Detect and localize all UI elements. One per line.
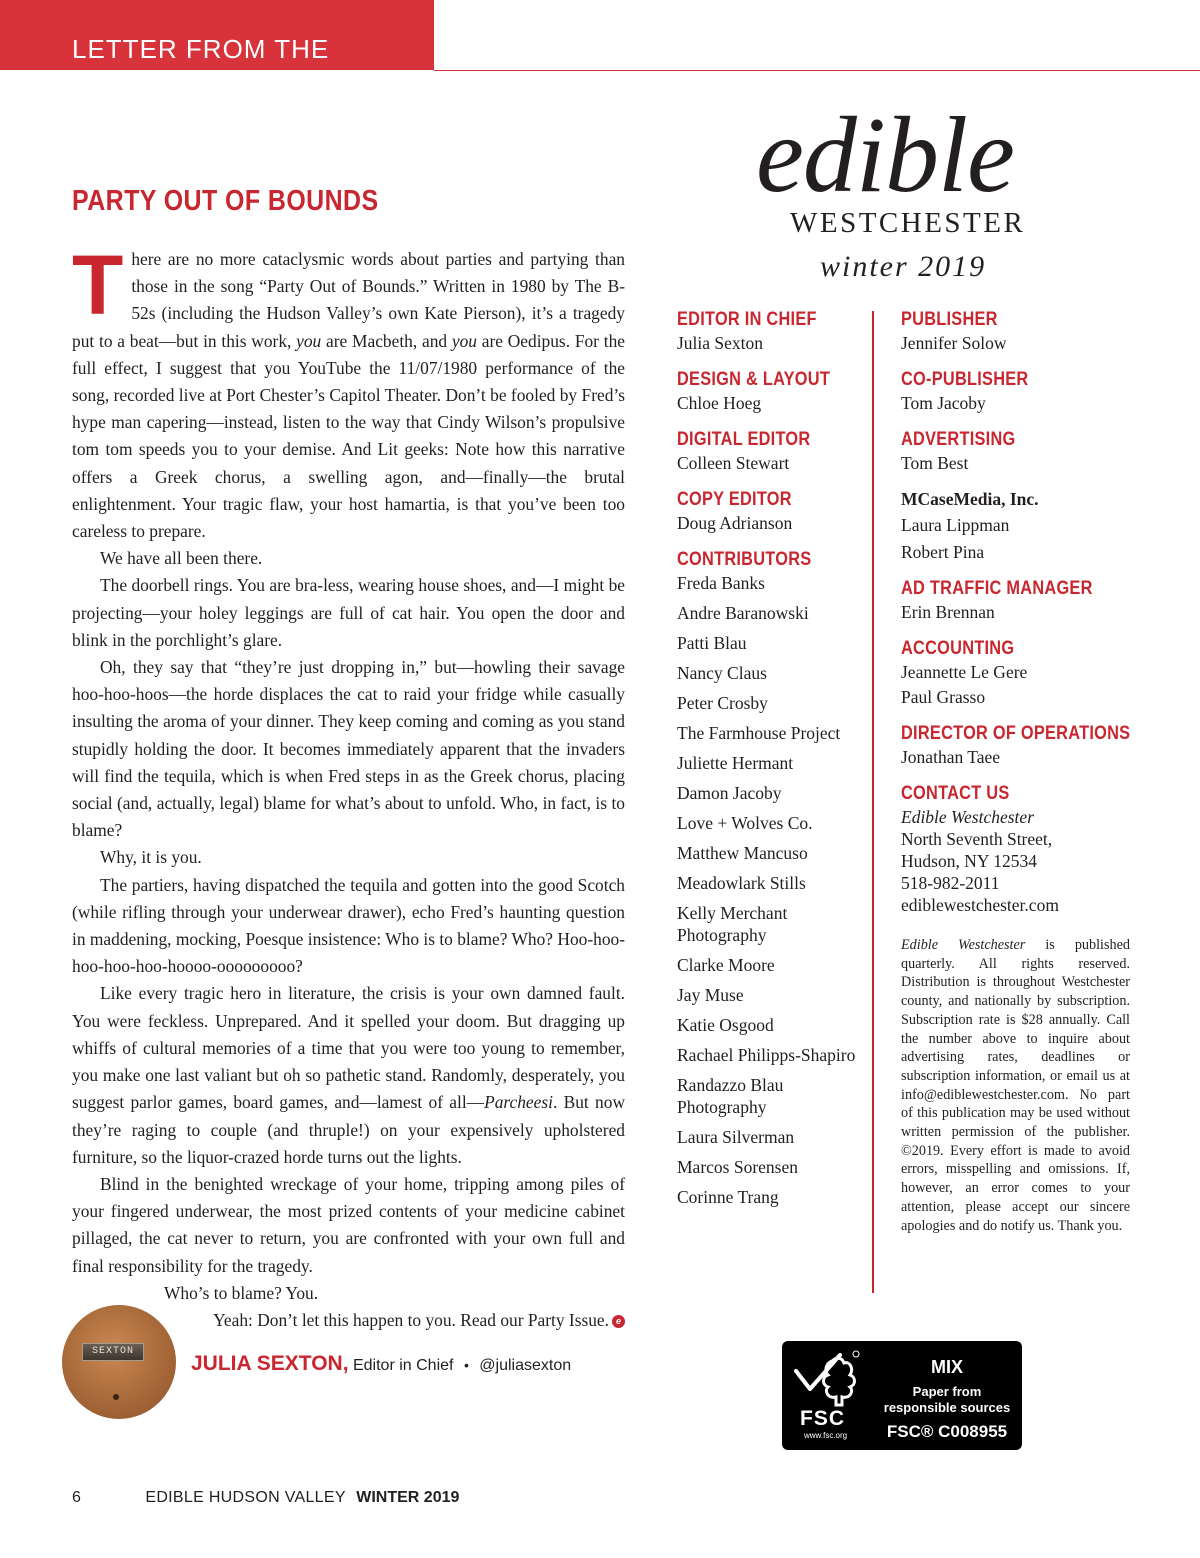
footer-issue: WINTER 2019: [356, 1489, 460, 1506]
role-label: CONTACT US: [901, 783, 1010, 804]
contact-street: North Seventh Street,: [901, 829, 1053, 849]
role-label: COPY EDITOR: [677, 489, 792, 510]
staff-name: Tom Jacoby: [901, 393, 986, 413]
staff-group: [901, 488, 1131, 563]
contributor-name: Clarke Moore: [677, 955, 775, 975]
drop-cap: T: [72, 238, 124, 332]
staff-name: Julia Sexton: [677, 333, 764, 353]
contributor-name: Juliette Hermant: [677, 753, 794, 773]
role-label: PUBLISHER: [901, 309, 998, 330]
role-label: ACCOUNTING: [901, 638, 1015, 659]
staff-group: [901, 637, 1131, 708]
fsc-paper-line: Paper from: [912, 1384, 982, 1399]
article-title: PARTY OUT OF BOUNDS: [72, 185, 379, 217]
fsc-letters: FSC: [800, 1407, 845, 1430]
header-rule: [434, 70, 1200, 71]
article-paragraph: [72, 980, 625, 1170]
contributor-name: Rachael Philipps-Shapiro: [677, 1045, 856, 1065]
staff-group: [901, 368, 1131, 414]
door-knob: [113, 1394, 119, 1400]
article-paragraph: Why, it is you.: [100, 847, 202, 868]
article-emphasis: you: [296, 330, 322, 351]
contributor-name: Nancy Claus: [677, 663, 767, 683]
staff-group: [901, 577, 1131, 623]
staff-group: [901, 722, 1131, 768]
fsc-paper-line: responsible sources: [883, 1400, 1011, 1415]
issue-label: winter 2019: [820, 250, 987, 283]
role-label: DIRECTOR OF OPERATIONS: [901, 723, 1131, 744]
contributor-name: Andre Baranowski: [677, 603, 809, 623]
fsc-tree-check-icon: [792, 1349, 860, 1411]
signature-name: JULIA SEXTON,: [191, 1352, 349, 1375]
editor-photo: [62, 1305, 176, 1419]
fine-print-emphasis: Edible Westchester: [901, 937, 1026, 953]
masthead-right-column: [901, 308, 1131, 1235]
staff-group: [677, 488, 867, 534]
footer-publication: EDIBLE HUDSON VALLEY: [145, 1489, 346, 1506]
fine-print: [901, 936, 1130, 1235]
contributor-name: Corinne Trang: [677, 1187, 779, 1207]
staff-group: [677, 548, 867, 1208]
fsc-url: www.fsc.org: [804, 1431, 848, 1440]
article-emphasis: Parcheesi: [484, 1092, 553, 1113]
contributor-name: Freda Banks: [677, 573, 765, 593]
article-emphasis: you: [451, 330, 477, 351]
contributor-name: Peter Crosby: [677, 693, 768, 713]
contact-phone[interactable]: 518-982-2011: [901, 873, 1000, 893]
contributor-name: Randazzo Blau Photography: [677, 1075, 784, 1117]
closing-text: Yeah: Don’t let this happen to you. Read our Party Issue.: [213, 1309, 609, 1330]
contributor-name: Katie Osgood: [677, 1015, 774, 1035]
contact-city: Hudson, NY 12534: [901, 851, 1037, 871]
staff-name: Jennifer Solow: [901, 333, 1007, 353]
door-nameplate: SEXTON: [82, 1343, 144, 1361]
fine-print-text: is published quarterly. All rights reserved. Distribution is throughout Westchester county, and nationally by subscription. Subscription rate is $28 annually. Call the number above to inquire about advertising rates, deadlines or subscription information, or email us at info@ediblewestchester.com. No part of this publication may be used without written permission of the publisher. ©2019. Every effort is made to avoid errors, misspelling and omissions. If, however, an error comes to your attention, please accept our sincere apologies and do notify us. Thank you.: [901, 937, 1130, 1234]
article-paragraph: We have all been there.: [100, 548, 263, 569]
staff-name: Doug Adrianson: [677, 513, 793, 533]
contributor-name: Matthew Mancuso: [677, 843, 808, 863]
contributor-name: Love + Wolves Co.: [677, 813, 813, 833]
article-paragraph: [72, 238, 625, 545]
contact-website[interactable]: ediblewestchester.com: [901, 895, 1059, 915]
staff-group: [677, 428, 867, 474]
fsc-code: FSC® C008955: [886, 1422, 1008, 1441]
company-name: MCaseMedia, Inc.: [901, 489, 1039, 509]
article-text: Like every tragic hero in literature, the crisis is your own damned fault. You were feckless. Unprepared. And it spelled your doom. But dragging up whiffs of cultural memories of a time that you were too young to remember, you make one last valiant but oh so pathetic stand. Randomly, desperately, you suggest parlor games, board games, and—lamest of all—: [72, 983, 625, 1113]
fsc-badge: [782, 1341, 1022, 1450]
article-text: . But now they’re raging to couple (and thruple!) on your expensively upholstered furniture, so the liquor-crazed horde turns out the lights.: [72, 1092, 625, 1167]
staff-name: Robert Pina: [901, 542, 985, 562]
contributor-name: Laura Silverman: [677, 1127, 795, 1147]
section-banner: [0, 0, 434, 95]
role-label: DESIGN & LAYOUT: [677, 369, 831, 390]
staff-group: [901, 308, 1131, 354]
staff-name: Erin Brennan: [901, 602, 995, 622]
signature-handle[interactable]: @juliasexton: [479, 1357, 572, 1374]
contributor-name: The Farmhouse Project: [677, 723, 841, 743]
separator-dot: •: [463, 1357, 469, 1373]
contributor-name: Jay Muse: [677, 985, 744, 1005]
section-label: LETTER FROM THE EDITOR: [72, 34, 330, 95]
contact-block: [901, 782, 1131, 916]
contributor-name: Kelly Merchant Photography: [677, 903, 788, 945]
article-text: are Oedipus. For the full effect, I suggest that you YouTube the 11/07/1980 performance of the song, recorded live at Port Chester’s Capitol Theater. Don’t be fooled by Fred’s hype man capering—instead, listen to the way that Cindy Wilson’s propulsive tom tom speeds you to your demise. And Lit geeks: Note how this narrative offers a Greek chorus, a swelling agon, and—finally—the brutal enlightenment. Your tragic flaw, your host hamartia, is that you’ve been too careless to prepare.: [72, 330, 625, 542]
staff-name: Jeannette Le Gere: [901, 662, 1028, 682]
signature: [191, 1352, 571, 1376]
contributor-name: Damon Jacoby: [677, 783, 782, 803]
article-body: [72, 238, 625, 1334]
fsc-paper-text: [866, 1384, 1028, 1416]
contributor-list: [677, 572, 867, 1208]
article-paragraph: The doorbell rings. You are bra-less, wearing house shoes, and—I might be projecting—your holey leggings are full of cat hair. You open the door and blink in the porchlight’s glare.: [72, 575, 625, 650]
role-label: AD TRAFFIC MANAGER: [901, 578, 1093, 599]
role-label: CONTRIBUTORS: [677, 549, 812, 570]
staff-name: Colleen Stewart: [677, 453, 790, 473]
page-footer: [72, 1489, 459, 1507]
logo-region: WESTCHESTER: [790, 207, 1026, 239]
staff-name: Laura Lippman: [901, 515, 1010, 535]
contributor-name: Meadowlark Stills: [677, 873, 806, 893]
staff-group: [677, 308, 867, 354]
article-text: are Macbeth, and: [321, 330, 452, 351]
fsc-mix: MIX: [930, 1357, 963, 1377]
signature-role: Editor in Chief: [352, 1357, 454, 1374]
staff-name: Paul Grasso: [901, 687, 986, 707]
contributor-name: Marcos Sorensen: [677, 1157, 799, 1177]
staff-name: Chloe Hoeg: [677, 393, 762, 413]
end-mark-icon: e: [612, 1315, 625, 1328]
contributor-name: Patti Blau: [677, 633, 747, 653]
role-label: EDITOR IN CHIEF: [677, 309, 817, 330]
masthead-left-column: [677, 308, 867, 1216]
contact-name: Edible Westchester: [901, 807, 1035, 827]
page-number: 6: [72, 1489, 81, 1506]
role-label: ADVERTISING: [901, 429, 1016, 450]
article-paragraph: Blind in the benighted wreckage of your home, tripping among piles of your fingered underwear, the most prized contents of your medicine cabinet pillaged, the cat never to return, you are confronted with your own full and final responsibility for the tragedy.: [72, 1173, 625, 1276]
closing-line: Who’s to blame? You.: [164, 1282, 319, 1303]
role-label: DIGITAL EDITOR: [677, 429, 811, 450]
article-paragraph: The partiers, having dispatched the tequila and gotten into the good Scotch (while rifling through your underwear drawer), echo Fred’s haunting question in maddening, mocking, Poesque insistence: Who is to blame? Who? Hoo-hoo-hoo-hoo-hoo-hoooo-ooooooooo?: [72, 874, 625, 977]
staff-group: [677, 368, 867, 414]
logo-edible: edible: [756, 96, 1014, 215]
staff-group: [901, 428, 1131, 474]
staff-name: Jonathan Taee: [901, 747, 1001, 767]
article-text: here are no more cataclysmic words about parties and partying than those in the song “Party Out of Bounds.” Written in 1980 by The B-52s (including the Hudson Valley’s own Kate Pierson), it’s a tragedy put to a beat—but in this work,: [72, 249, 625, 351]
staff-name: Tom Best: [901, 453, 969, 473]
article-paragraph: Oh, they say that “they’re just dropping in,” but—howling their savage hoo-hoo-hoos—the horde displaces the cat to raid your fridge while casually insulting the aroma of your dinner. They keep coming and coming as you stand stupidly holding the door. It becomes immediately apparent that the invaders will find the tequila, which is when Fred steps in as the Greek chorus, placing social (and, actually, legal) blame for what’s about to unfold. Who, in fact, is to blame?: [72, 657, 625, 841]
role-label: CO-PUBLISHER: [901, 369, 1029, 390]
masthead-divider: [872, 311, 874, 1293]
